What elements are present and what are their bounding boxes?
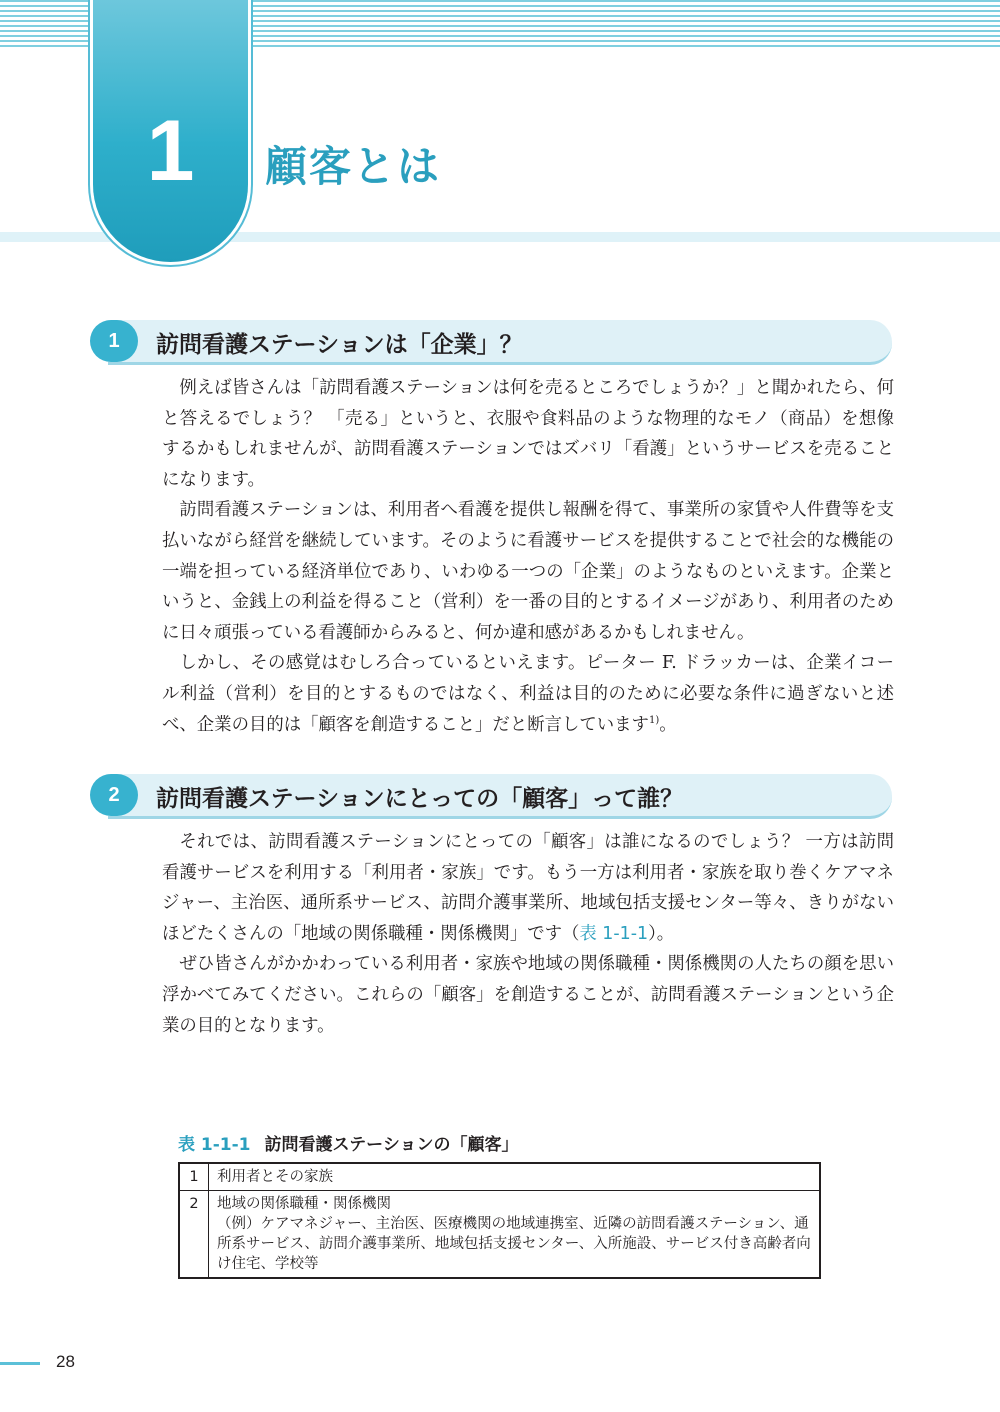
chapter-title: 顧客とは: [265, 142, 442, 191]
table-row: [179, 1191, 820, 1279]
table-reference-link[interactable]: 表 1-1-1: [579, 923, 649, 944]
section-2-title: 訪問看護ステーションにとっての「顧客」って誰？: [156, 786, 684, 812]
paragraph: 例えば皆さんは「訪問看護ステーションは何を売るところでしょうか？」と聞かれたら、何と答えるでしょう？ 「売る」というと、衣服や食料品のような物理的なモノ（商品）を想像するかもしれませんが、訪問看護ステーションではズバリ「看護」というサービスを売ることになります。: [162, 378, 894, 490]
paragraph-text: しかし、その感覚はむしろ合っているといえます。ピーター F. ドラッカーは、企業イコール利益（営利）を目的とするものではなく、利益は目的のために必要な条件に過ぎないと述べ、企業の目的は「顧客を創造すること」だと断言しています: [162, 653, 894, 735]
row-content: [209, 1191, 821, 1279]
row-line: 利用者とその家族: [217, 1169, 333, 1185]
section-1-title: 訪問看護ステーションは「企業」？: [156, 332, 523, 358]
section-2-number: 2: [90, 774, 138, 816]
paragraph: ぜひ皆さんがかかわっている利用者・家族や地域の関係職種・関係機関の人たちの顔を思い浮かべてみてください。これらの「顧客」を創造することが、訪問看護ステーションという企業の目的となります。: [162, 954, 894, 1036]
paragraph: [162, 648, 894, 740]
section-1-header: [90, 320, 892, 366]
section-2-header: [90, 774, 892, 820]
row-content: [209, 1163, 821, 1191]
table-row: [179, 1163, 820, 1191]
paragraph-end: 。: [659, 714, 677, 735]
chapter-tab: [93, 0, 248, 262]
paragraph-text: それでは、訪問看護ステーションにとっての「顧客」は誰になるのでしょう？ 一方は訪問看護サービスを利用する「利用者・家族」です。もう一方は利用者・家族を取り巻くケアマネジャー、主治医、通所系サービス、訪問介護事業所、地域包括支援センター等々、きりがないほどたくさんの「地域の関係職種・関係機関」です（: [162, 832, 894, 944]
paragraph: 訪問看護ステーションは、利用者へ看護を提供し報酬を得て、事業所の家賃や人件費等を支払いながら経営を継続しています。そのように看護サービスを提供することで社会的な機能の一端を担っている経済単位であり、いわゆる一つの「企業」のようなものといえます。企業というと、金銭上の利益を得ること（営利）を一番の目的とするイメージがあり、利用者のために日々頑張っている看護師からみると、何か違和感があるかもしれません。: [162, 500, 894, 643]
chapter-number: 1: [146, 103, 195, 199]
table-title: 訪問看護ステーションの「顧客」: [264, 1135, 519, 1155]
page-number-rule: [0, 1362, 40, 1365]
row-number: 2: [179, 1191, 209, 1279]
section-1-body: [162, 373, 894, 740]
section-1-number: 1: [90, 320, 138, 362]
paragraph-end: ）。: [648, 923, 675, 944]
row-line: （例）ケアマネジャー、主治医、医療機関の地域連携室、近隣の訪問看護ステーション、通所系サービス、訪問介護事業所、地域包括支援センター、入所施設、サービス付き高齢者向け住宅、学校等: [217, 1216, 811, 1272]
table-caption: [178, 1130, 519, 1155]
paragraph: [162, 827, 894, 949]
table-id: 表 1-1-1: [178, 1135, 251, 1155]
section-2-body: [162, 827, 894, 1041]
reference-marker: 1): [648, 714, 660, 726]
customer-table: [178, 1162, 821, 1279]
page-number: 28: [56, 1352, 75, 1371]
row-number: 1: [179, 1163, 209, 1191]
row-line: 地域の関係職種・関係機関: [217, 1196, 391, 1212]
